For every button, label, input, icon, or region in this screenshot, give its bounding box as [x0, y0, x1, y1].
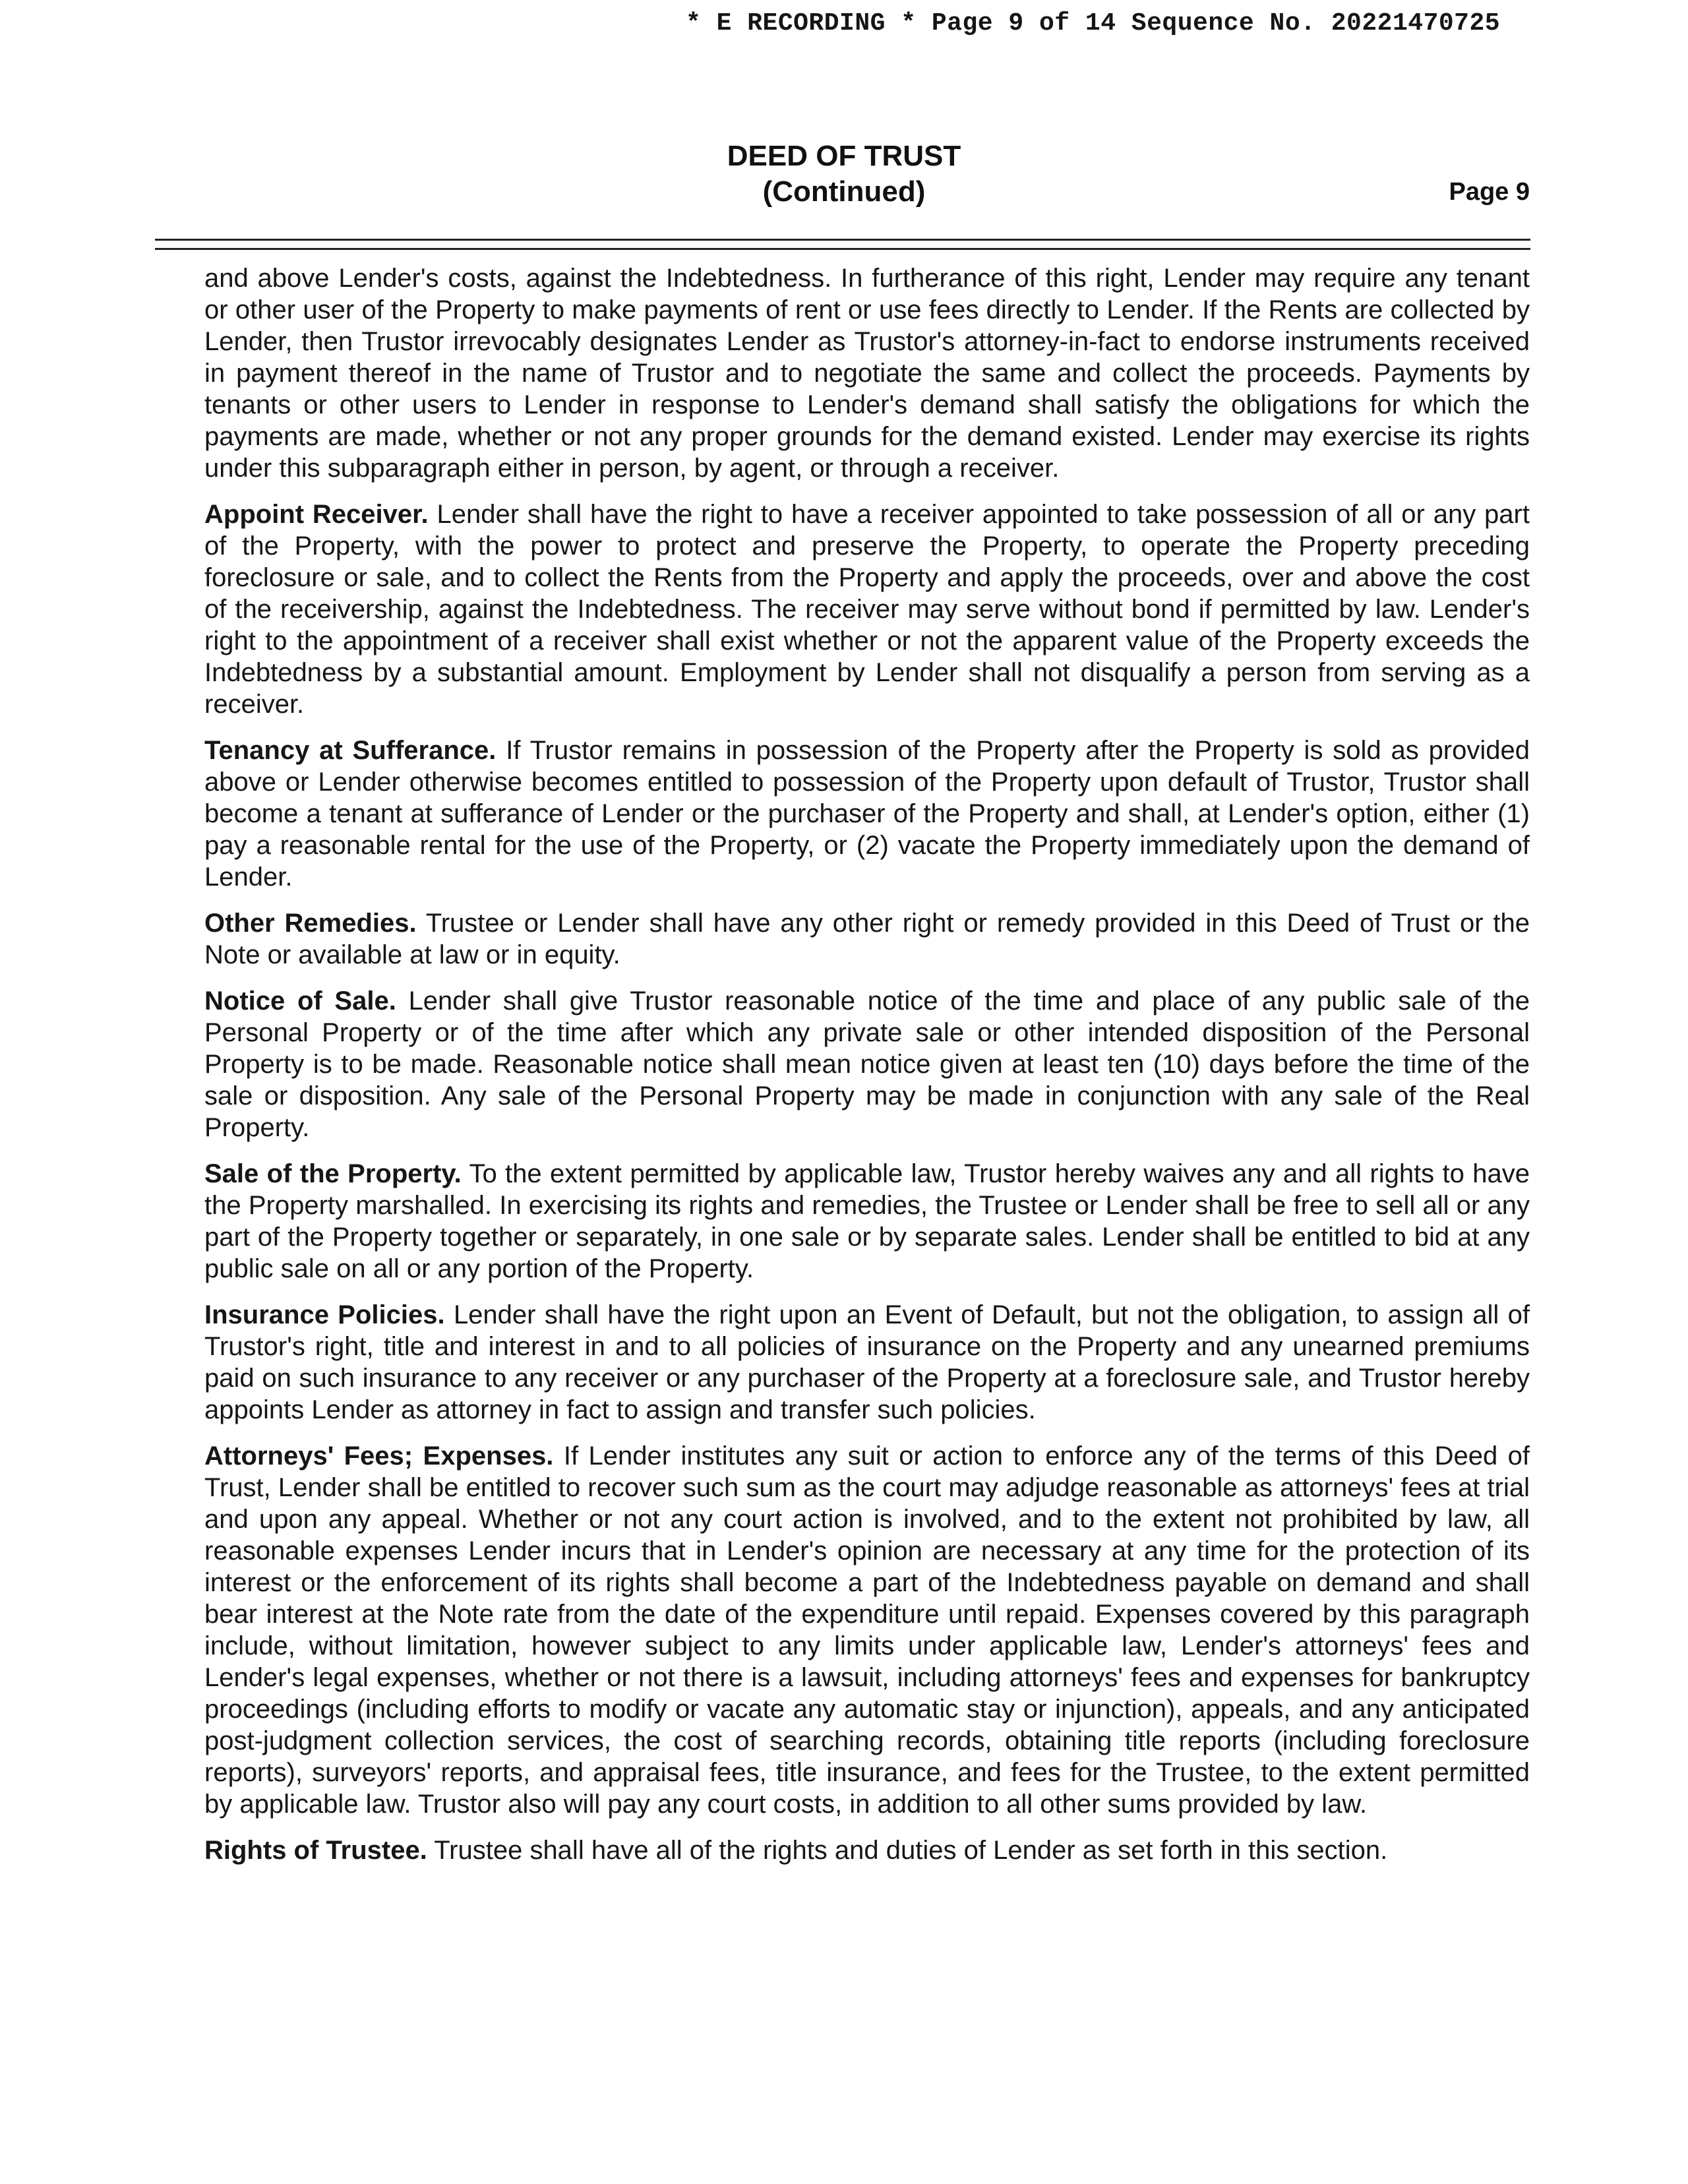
paragraph-heading: Appoint Receiver.	[204, 500, 429, 529]
recording-stamp: * E RECORDING * Page 9 of 14 Sequence No. 20221470725	[686, 9, 1501, 38]
paragraph-heading: Tenancy at Sufferance.	[204, 736, 497, 765]
paragraph-sale-of-property	[204, 1158, 1530, 1285]
document-body	[204, 262, 1530, 1881]
paragraph-heading: Attorneys' Fees; Expenses.	[204, 1441, 554, 1471]
paragraph-other-remedies	[204, 907, 1530, 971]
paragraph-heading: Rights of Trustee.	[204, 1836, 427, 1865]
paragraph-rights-of-trustee	[204, 1835, 1530, 1866]
header-divider-bottom	[155, 248, 1530, 250]
paragraph-text: To the extent permitted by applicable law, Trustor hereby waives any and all rights to have the Property marshalled. In exercising its rights and remedies, the Trustee or Lender shall be free to sell all or any part of the Property together or separately, in one sale or by separate sales. Lender shall be entitled to bid at any public sale on all or any portion of the Property.	[204, 1159, 1530, 1283]
paragraph-text: Trustee shall have all of the rights and duties of Lender as set forth in this section.	[434, 1836, 1388, 1865]
paragraph-text: If Trustor remains in possession of the Property after the Property is sold as provided above or Lender otherwise becomes entitled to possession of the Property upon default of Trustor, Trustor shall become a tenant at sufferance of Lender or the purchaser of the Property and shall, at Lender's option, either (1) pay a reasonable rental for the use of the Property, or (2) vacate the Property immediately upon the demand of Lender.	[204, 736, 1530, 892]
paragraph-text: Lender shall give Trustor reasonable notice of the time and place of any public sale of the Personal Property or of the time after which any private sale or other intended disposition of the Personal Property is to be made. Reasonable notice shall mean notice given at least ten (10) days before the time of the sale or disposition. Any sale of the Personal Property may be made in conjunction with any sale of the Real Property.	[204, 986, 1530, 1142]
paragraph-text: Trustee or Lender shall have any other right or remedy provided in this Deed of Trust or the Note or available at law or in equity.	[204, 909, 1530, 969]
paragraph-heading: Other Remedies.	[204, 909, 417, 938]
paragraph-insurance-policies	[204, 1299, 1530, 1426]
page-number: Page 9	[1449, 178, 1530, 206]
paragraph-text: Lender shall have the right to have a receiver appointed to take possession of all or any part of the Property, with the power to protect and preserve the Property, to operate the Property preceding foreclosure or sale, and to collect the Rents from the Property and apply the proceeds, over and above the cost of the receivership, against the Indebtedness. The receiver may serve without bond if permitted by law. Lender's right to the appointment of a receiver shall exist whether or not the apparent value of the Property exceeds the Indebtedness by a substantial amount. Employment by Lender shall not disqualify a person from serving as a receiver.	[204, 500, 1530, 719]
paragraph-heading: Notice of Sale.	[204, 986, 396, 1016]
paragraph-heading: Sale of the Property.	[204, 1159, 462, 1188]
document-subtitle: (Continued)	[762, 175, 926, 208]
paragraph-tenancy-at-sufferance	[204, 735, 1530, 893]
paragraph-appoint-receiver	[204, 499, 1530, 720]
paragraph-text: and above Lender's costs, against the Indebtedness. In furtherance of this right, Lender may require any tenant or other user of the Property to make payments of rent or use fees directly to Lender. If the Rents are collected by Lender, then Trustor irrevocably designates Lender as Trustor's attorney-in-fact to endorse instruments received in payment thereof in the name of Trustor and to negotiate the same and collect the proceeds. Payments by tenants or other users to Lender in response to Lender's demand shall satisfy the obligations for which the payments are made, whether or not any proper grounds for the demand existed. Lender may exercise its rights under this subparagraph either in person, by agent, or through a receiver.	[204, 264, 1530, 483]
paragraph-text: Lender shall have the right upon an Event of Default, but not the obligation, to assign all of Trustor's right, title and interest in and to all policies of insurance on the Property and any unearned premiums paid on such insurance to any receiver or any purchaser of the Property at a foreclosure sale, and Trustor hereby appoints Lender as attorney in fact to assign and transfer such policies.	[204, 1300, 1530, 1424]
paragraph-text: If Lender institutes any suit or action to enforce any of the terms of this Deed of Trust, Lender shall be entitled to recover such sum as the court may adjudge reasonable as attorneys' fees at trial and upon any appeal. Whether or not any court action is involved, and to the extent not prohibited by law, all reasonable expenses Lender incurs that in Lender's opinion are necessary at any time for the protection of its interest or the enforcement of its rights shall become a part of the Indebtedness payable on demand and shall bear interest at the Note rate from the date of the expenditure until repaid. Expenses covered by this paragraph include, without limitation, however subject to any limits under applicable law, Lender's attorneys' fees and Lender's legal expenses, whether or not there is a lawsuit, including attorneys' fees and expenses for bankruptcy proceedings (including efforts to modify or vacate any automatic stay or injunction), appeals, and any anticipated post-judgment collection services, the cost of searching records, obtaining title reports (including foreclosure reports), surveyors' reports, and appraisal fees, title insurance, and fees for the Trustee, to the extent permitted by applicable law. Trustor also will pay any court costs, in addition to all other sums provided by law.	[204, 1441, 1530, 1819]
paragraph-notice-of-sale	[204, 985, 1530, 1143]
paragraph-continuation	[204, 262, 1530, 484]
document-title: DEED OF TRUST	[727, 140, 961, 172]
header-divider-top	[155, 239, 1530, 241]
paragraph-attorneys-fees	[204, 1440, 1530, 1820]
paragraph-heading: Insurance Policies.	[204, 1300, 445, 1329]
